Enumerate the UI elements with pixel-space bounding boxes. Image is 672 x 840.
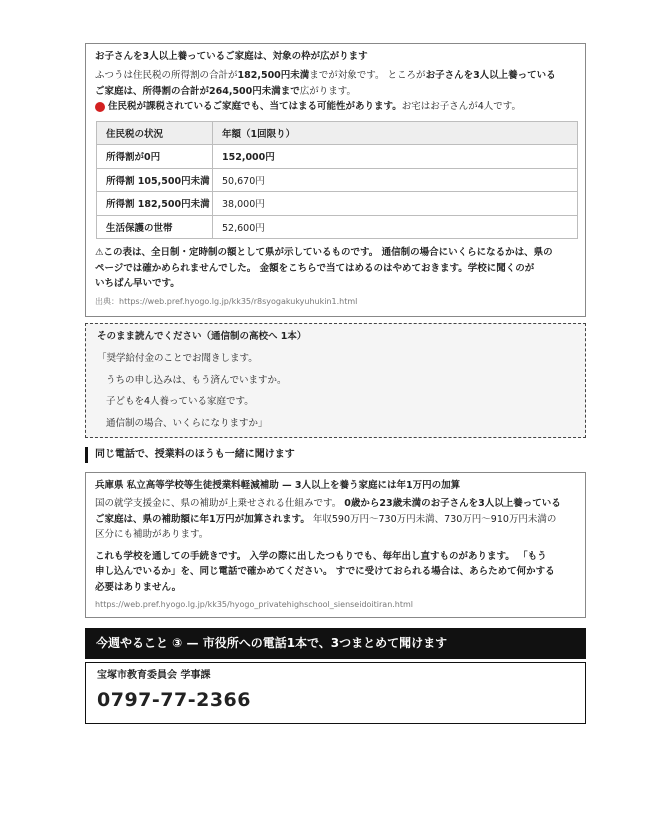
alert-line — [95, 99, 576, 115]
contact-org: 宝塚市教育委員会 学事課 — [97, 670, 211, 681]
weekly-action-bar: 今週やること ③ — 市役所への電話1本で、3つまとめて聞けます — [85, 628, 586, 659]
desc-emphasis: ご家庭は、所得割の合計が264,500円未満まで — [95, 85, 300, 97]
desc-emphasis: お子さんを3人以上養っている — [425, 70, 556, 81]
table-cell: 50,670円 — [213, 168, 578, 192]
tuition-card — [85, 472, 586, 618]
desc-emphasis: 0歳から23歳未満のお子さんを3人以上養っている — [344, 498, 561, 509]
table-cell: 38,000円 — [213, 192, 578, 216]
table-row — [97, 215, 578, 239]
table-cell: 生活保護の世帯 — [97, 215, 213, 239]
procedure-line: 必要はありません。 — [95, 581, 182, 593]
note-line: いちばん早いです。 — [95, 278, 180, 289]
source-link[interactable]: 出典：https://web.pref.hyogo.lg.jp/kk35/r8syogakukyuhukin1.html — [95, 296, 358, 306]
table-header: 年額（1回限り） — [213, 121, 578, 145]
note-line: ⚠この表は、全日制・定時制の額として県が示しているものです。 通信制の場合にいくらになるかは、県の — [95, 247, 553, 258]
table-row — [97, 168, 578, 192]
tuition-procedure — [95, 549, 576, 596]
desc-text: 国の就学支援金に、県の補助が上乗せされる仕組みです。 — [95, 498, 345, 509]
note-line: ページでは確かめられませんでした。 金額をこちらで当てはめるのはやめておきます。学校に聞くのが — [95, 262, 535, 274]
script-title: そのまま読んでください（通信制の高校へ 1本） — [97, 331, 307, 342]
section-heading: 同じ電話で、授業料のほうも一緒に聞けます — [85, 447, 295, 463]
subsidy-title: お子さんを3人以上養っているご家庭は、対象の枠が広がります — [95, 51, 368, 62]
desc-text: ふつうは住民税の所得割の合計が — [95, 70, 238, 81]
subsidy-table — [96, 121, 578, 240]
desc-text: 広がります。 — [299, 85, 357, 97]
desc-text: 区分にも補助があります。 — [95, 529, 209, 540]
warning-note — [95, 245, 576, 292]
desc-text: 年収590万円〜730万円未満、730万円〜910万円未満の — [309, 513, 557, 525]
phone-number[interactable]: 0797-77-2366 — [97, 689, 251, 711]
script-line: 通信制の場合、いくらになりますか」 — [106, 417, 268, 429]
alert-note: お宅はお子さんが4人です。 — [401, 101, 522, 112]
table-cell: 所得割 105,500円未満 — [97, 168, 213, 192]
subsidy-card — [85, 43, 586, 317]
procedure-line: 申し込んでいるか」を、同じ電話で確かめてください。 すでに受けておられる場合は、あらためて何かする — [95, 566, 555, 577]
tuition-title: 兵庫県 私立高等学校等生徒授業料軽減補助 — 3人以上を養う家庭には年1万円の加算 — [95, 480, 461, 491]
script-line: 子どもを4人養っている家庭です。 — [106, 396, 254, 407]
tuition-description — [95, 496, 576, 543]
table-cell: 所得割が0円 — [97, 145, 213, 169]
table-cell: 152,000円 — [213, 145, 578, 169]
alert-text: 住民税が課税されているご家庭でも、当てはまる可能性があります。 — [108, 101, 402, 112]
source-link[interactable]: https://web.pref.hyogo.lg.jp/kk35/hyogo_privatehighschool_sienseidoitiran.html — [95, 600, 414, 609]
phone-script-card — [85, 323, 586, 438]
desc-emphasis: ご家庭は、県の補助額に年1万円が加算されます。 — [95, 513, 310, 525]
subsidy-description — [95, 68, 576, 99]
table-row — [97, 145, 578, 169]
desc-text: までが対象です。 ところが — [309, 70, 426, 81]
procedure-line: これも学校を通しての手続きです。 入学の際に出したつもりでも、毎年出し直すものがあります。 「もう — [95, 550, 547, 562]
script-line: 「奨学給付金のことでお聞きします。 — [97, 353, 258, 364]
table-row — [97, 192, 578, 216]
script-line: うちの申し込みは、もう済んでいますか。 — [106, 374, 287, 386]
table-cell: 所得割 182,500円未満 — [97, 192, 213, 216]
table-header-row — [97, 121, 578, 145]
table-header: 住民税の状況 — [97, 121, 213, 145]
red-circle-icon — [95, 102, 105, 112]
contact-box — [85, 662, 586, 724]
desc-limit: 182,500円未満 — [237, 70, 310, 81]
table-cell: 52,600円 — [213, 215, 578, 239]
